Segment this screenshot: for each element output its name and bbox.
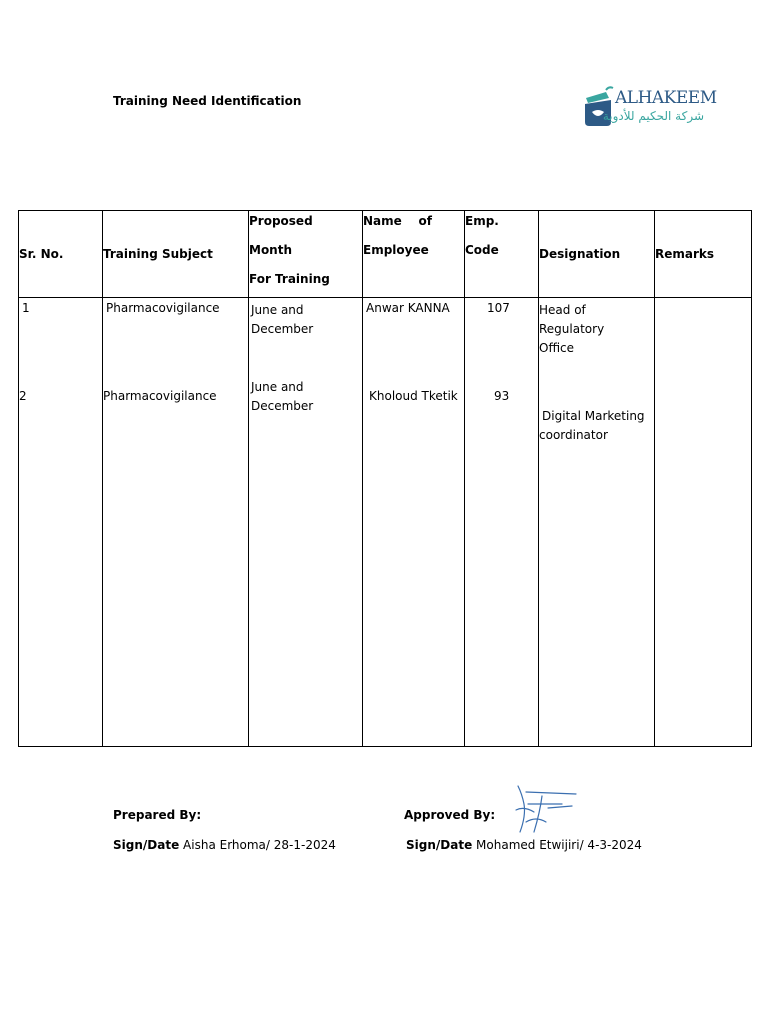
- row-1-emp-code: 107: [487, 301, 510, 315]
- prepared-by-label: Prepared By:: [113, 808, 202, 822]
- row-2-designation: Digital Marketing coordinator: [539, 409, 645, 442]
- document-title: Training Need Identification: [113, 94, 302, 108]
- col-remarks: [655, 298, 752, 747]
- row-2-sr-no: 2: [19, 389, 27, 403]
- header-remarks: Remarks: [655, 211, 752, 298]
- header-emp-code: Emp. Code: [465, 211, 539, 298]
- header-employee-name: Name of Employee: [363, 211, 465, 298]
- approved-sign-date: Sign/Date Mohamed Etwijiri/ 4-3-2024: [406, 838, 642, 852]
- header-proposed-month: Proposed Month For Training: [249, 211, 363, 298]
- logo-name-en: ALHAKEEM: [615, 88, 717, 108]
- training-table: [18, 210, 752, 747]
- row-2-training-subject: Pharmacovigilance: [103, 389, 217, 403]
- prepared-sign-date: Sign/Date Aisha Erhoma/ 28-1-2024: [113, 838, 336, 852]
- col-training-subject: [103, 298, 249, 747]
- header-training-subject: Training Subject: [103, 211, 249, 298]
- col-sr-no: [19, 298, 103, 747]
- row-1-sr-no: 1: [22, 301, 30, 315]
- col-designation: [539, 298, 655, 747]
- table-header-row: [19, 211, 752, 298]
- col-employee-name: [363, 298, 465, 747]
- row-1-training-subject: Pharmacovigilance: [106, 301, 220, 315]
- col-proposed-month: [249, 298, 363, 747]
- row-2-employee-name: Kholoud Tketik: [369, 389, 458, 403]
- table-body-row: [19, 298, 752, 747]
- row-1-proposed-month: June and December: [251, 303, 314, 336]
- logo-name-ar: شركة الحكيم للأدوية: [602, 109, 704, 123]
- company-logo: [582, 86, 717, 130]
- row-2-proposed-month: June and December: [251, 380, 314, 413]
- row-2-emp-code: 93: [494, 389, 510, 403]
- signature-icon: [512, 782, 584, 840]
- header-designation: Designation: [539, 211, 655, 298]
- approved-by-label: Approved By:: [404, 808, 496, 822]
- row-1-employee-name: Anwar KANNA: [366, 301, 450, 315]
- row-1-designation: Head of Regulatory Office: [539, 303, 605, 355]
- col-emp-code: [465, 298, 539, 747]
- header-sr-no: Sr. No.: [19, 211, 103, 298]
